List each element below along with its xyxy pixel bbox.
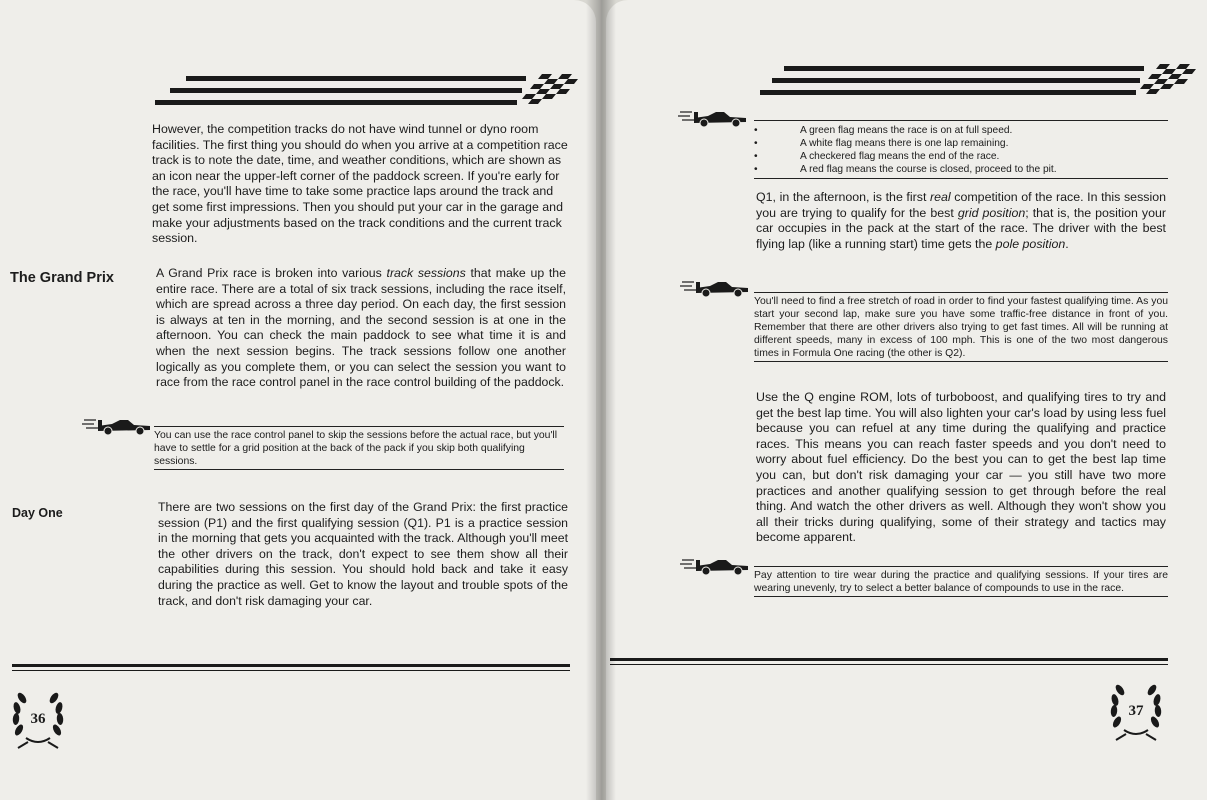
footer-rule-right (610, 658, 1168, 661)
race-car-icon (680, 276, 752, 298)
list-item: • A checkered flag means the end of the race. (754, 151, 1000, 162)
race-car-icon (678, 106, 750, 128)
flag-meanings-list (754, 124, 1168, 176)
q-engine-paragraph: Use the Q engine ROM, lots of turboboost, and qualifying tires to try and get the best lap time. You will also lighten your car's load by using less fuel because you can refuel at any time during the qualifying and practice races. This means you can reach faster speeds and you don't need to worry about fuel efficiency. Do the best you can to get the best lap time you can, but don't risk damaging your car — you still have two more practices and another qualifying session to get through before the real thing. And watch the other drivers as well. Although they won't show you all their tricks during qualifying, some of their strategy and tactics may become apparent. (756, 390, 1166, 545)
footer-rule-left-thin (12, 670, 570, 671)
flag-meanings-box (754, 120, 1168, 179)
page-number-right: 37 (1128, 703, 1144, 719)
page-number-left: 36 (30, 711, 46, 727)
tip-note-free-road: You'll need to find a free stretch of road in order to find your fastest qualifying time. As you start your second lap, make sure you have some traffic-free distance in front of you. Remember that there are other drivers also trying to get fast times. All will be running at different speeds, many in excess of 100 mph. This is one of the two most dangerous times in Formula One racing (the other is Q2). (754, 292, 1168, 362)
q1-paragraph: Q1, in the afternoon, is the first real competition of the race. In this session you are trying to qualify for the best grid position; that is, the position your car occupies in the pack at the start of the race. The driver with the best flying lap (like a running start) time gets the pole position. (756, 190, 1167, 251)
checkered-flag-icon (1130, 58, 1196, 98)
grand-prix-paragraph: A Grand Prix race is broken into various track sessions that make up the entire race. There are a total of six track sessions, including the race itself, which are spread across a three day period. On each day, the first session is always at ten in the morning, and the second session is at one in the afternoon. You can check the main paddock to see what time it is and when the next session begins. The track sessions follow one another logically as you complete them, or you can select the session you want to race from the race control panel in the race control building of the paddock. (156, 266, 566, 390)
book-gutter (586, 0, 616, 800)
race-car-icon (680, 554, 752, 576)
left-page (0, 0, 596, 800)
grand-prix-heading: The Grand Prix (10, 270, 114, 286)
checkered-header-left (0, 0, 596, 120)
list-item: • A white flag means there is one lap remaining. (754, 138, 1009, 149)
right-page (606, 0, 1207, 800)
intro-paragraph: However, the competition tracks do not have wind tunnel or dyno room facilities. The first thing you should do when you arrive at a competition race track is to note the date, time, and weather conditions, which are shown as an icon near the upper-left corner of the paddock screen. If you're early for the race, you'll have time to take some practice laps around the track and get some first impressions. Then you should put your car in the garage and make your adjustments based on the track conditions and the current track session. (152, 122, 568, 246)
footer-rule-left (12, 664, 570, 667)
checkered-flag-icon (512, 68, 578, 108)
day-one-paragraph: There are two sessions on the first day of the Grand Prix: the first practice session (P1) and the first qualifying session (Q1). P1 is a practice session in the morning that gets you acquainted with the track. Although you'll meet the other drivers on the track, don't expect to see them show all their capabilities during this session. You should hold back and take it easy during the practice as well. Get to know the layout and trouble spots of the track, and don't risk damaging your car. (158, 500, 568, 608)
checkered-header-right (606, 0, 1207, 110)
list-item: • A red flag means the course is closed, proceed to the pit. (754, 164, 1057, 175)
day-one-heading: Day One (12, 506, 63, 520)
footer-rule-right-thin (610, 664, 1168, 665)
tip-note-skip-sessions: You can use the race control panel to skip the sessions before the actual race, but you'll have to settle for a grid position at the back of the pack if you skip both qualifying sessions. (154, 426, 564, 470)
list-item: • A green flag means the race is on at full speed. (754, 125, 1013, 136)
race-car-icon (82, 414, 154, 436)
tip-note-tire-wear: Pay attention to tire wear during the practice and qualifying sessions. If your tires are wearing unevenly, try to select a better balance of compounds to use in the race. (754, 566, 1168, 597)
